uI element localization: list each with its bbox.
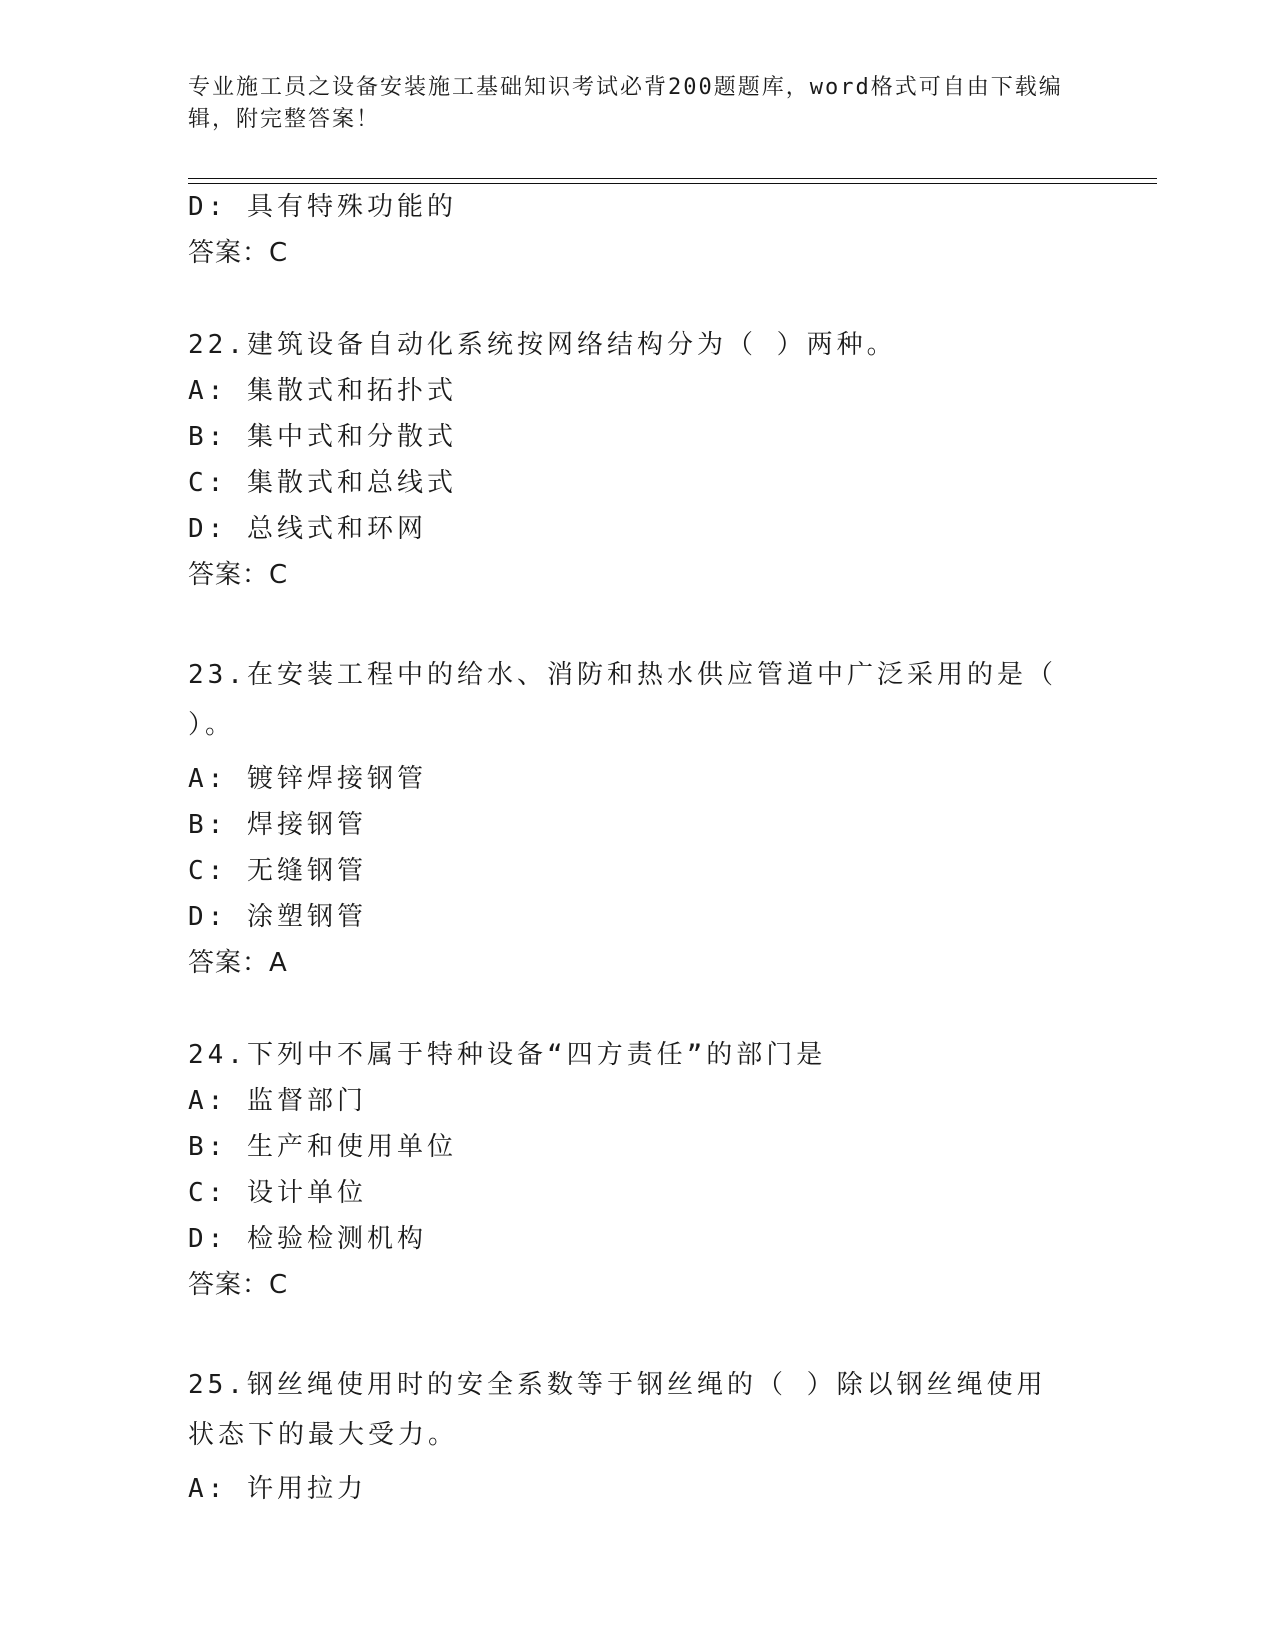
option-b: B: 生产和使用单位	[188, 1132, 457, 1162]
option-c: C: 设计单位	[188, 1178, 367, 1208]
option-d: D: 检验检测机构	[188, 1224, 427, 1254]
option-b: B: 集中式和分散式	[188, 422, 457, 452]
option-a: A: 许用拉力	[188, 1474, 367, 1504]
option-c: C: 无缝钢管	[188, 856, 367, 886]
answer: 答案：C	[188, 560, 289, 590]
spacer	[188, 1302, 1088, 1360]
question-content	[188, 190, 1088, 1518]
question-title: 23.在安装工程中的给水、消防和热水供应管道中广泛采用的是（ ）。	[188, 660, 1057, 740]
option-a: A: 监督部门	[188, 1086, 367, 1116]
answer: 答案：C	[188, 238, 289, 268]
option-d: D: 涂塑钢管	[188, 902, 367, 932]
option-a: A: 镀锌焊接钢管	[188, 764, 427, 794]
spacer	[188, 270, 1088, 328]
option-b: B: 焊接钢管	[188, 810, 367, 840]
document-header: 专业施工员之设备安装施工基础知识考试必背200题题库，word格式可自由下载编辑，附完整答案！	[188, 75, 1063, 132]
header-divider	[188, 178, 1157, 179]
header-divider-secondary	[188, 183, 1157, 184]
answer: 答案：C	[188, 1270, 289, 1300]
spacer	[188, 980, 1088, 1038]
option-c: C: 集散式和总线式	[188, 468, 457, 498]
spacer	[188, 592, 1088, 650]
question-title: 22.建筑设备自动化系统按网络结构分为（ ）两种。	[188, 330, 897, 360]
question-title: 25.钢丝绳使用时的安全系数等于钢丝绳的（ ）除以钢丝绳使用状态下的最大受力。	[188, 1370, 1047, 1450]
option-d: D: 具有特殊功能的	[188, 192, 457, 222]
answer: 答案：A	[188, 948, 288, 978]
option-d: D: 总线式和环网	[188, 514, 427, 544]
option-a: A: 集散式和拓扑式	[188, 376, 457, 406]
question-title: 24.下列中不属于特种设备“四方责任”的部门是	[188, 1040, 827, 1070]
